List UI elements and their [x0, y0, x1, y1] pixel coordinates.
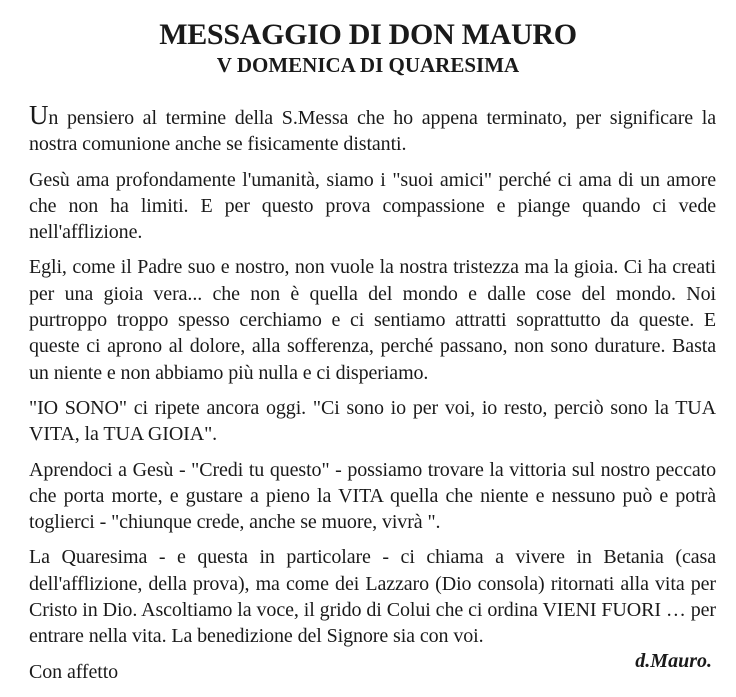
- closing-line: Con affetto: [29, 660, 119, 683]
- drop-cap: U: [29, 100, 49, 130]
- paragraph-6: La Quaresima - e questa in particolare - ci chiama a vivere in Betania (casa dell'afflizione, della prova), ma come dei Lazzaro (Dio consola) ritornati alla vita per Cristo in Dio. Ascoltiamo la voce, il grido di Colui che ci ordina VIENI FUORI … per entrare nella vita. La benedizione del Signore sia con voi.: [29, 546, 716, 648]
- paragraph-5: Aprendoci a Gesù - "Credi tu questo" - possiamo trovare la vittoria sul nostro peccato che porta morte, e gustare a pieno la VITA quella che niente e nessuno può e potrà toglierci - "chiunque crede, anche se muore, vivrà ".: [29, 458, 716, 534]
- paragraph-1-text: n pensiero al termine della S.Messa che ho appena terminato, per significare la nostra comunione anche se fisicamente distanti.: [29, 107, 716, 156]
- page-title: MESSAGGIO DI DON MAURO: [159, 18, 577, 51]
- paragraph-1: [29, 102, 716, 158]
- signature: d.Mauro.: [635, 650, 712, 672]
- paragraph-3: Egli, come il Padre suo e nostro, non vuole la nostra tristezza ma la gioia. Ci ha creati per una gioia vera... che non è quella del mondo e dalle cose del mondo. Noi purtroppo troppo spesso cerchiamo e ci sentiamo attratti soprattutto da queste. E queste ci aprono al dolore, alla sofferenza, perché passano, non sono durature. Basta un niente e non abbiamo più nulla e ci disperiamo.: [29, 256, 716, 384]
- page-subtitle: V DOMENICA DI QUARESIMA: [216, 53, 520, 77]
- paragraph-2: Gesù ama profondamente l'umanità, siamo i "suoi amici" perché ci ama di un amore che non ha limiti. E per questo prova compassione e piange quando ci vede nell'afflizione.: [29, 168, 716, 244]
- message-body: [29, 102, 716, 694]
- paragraph-4: "IO SONO" ci ripete ancora oggi. "Ci sono io per voi, io resto, perciò sono la TUA VITA, la TUA GIOIA".: [29, 396, 716, 446]
